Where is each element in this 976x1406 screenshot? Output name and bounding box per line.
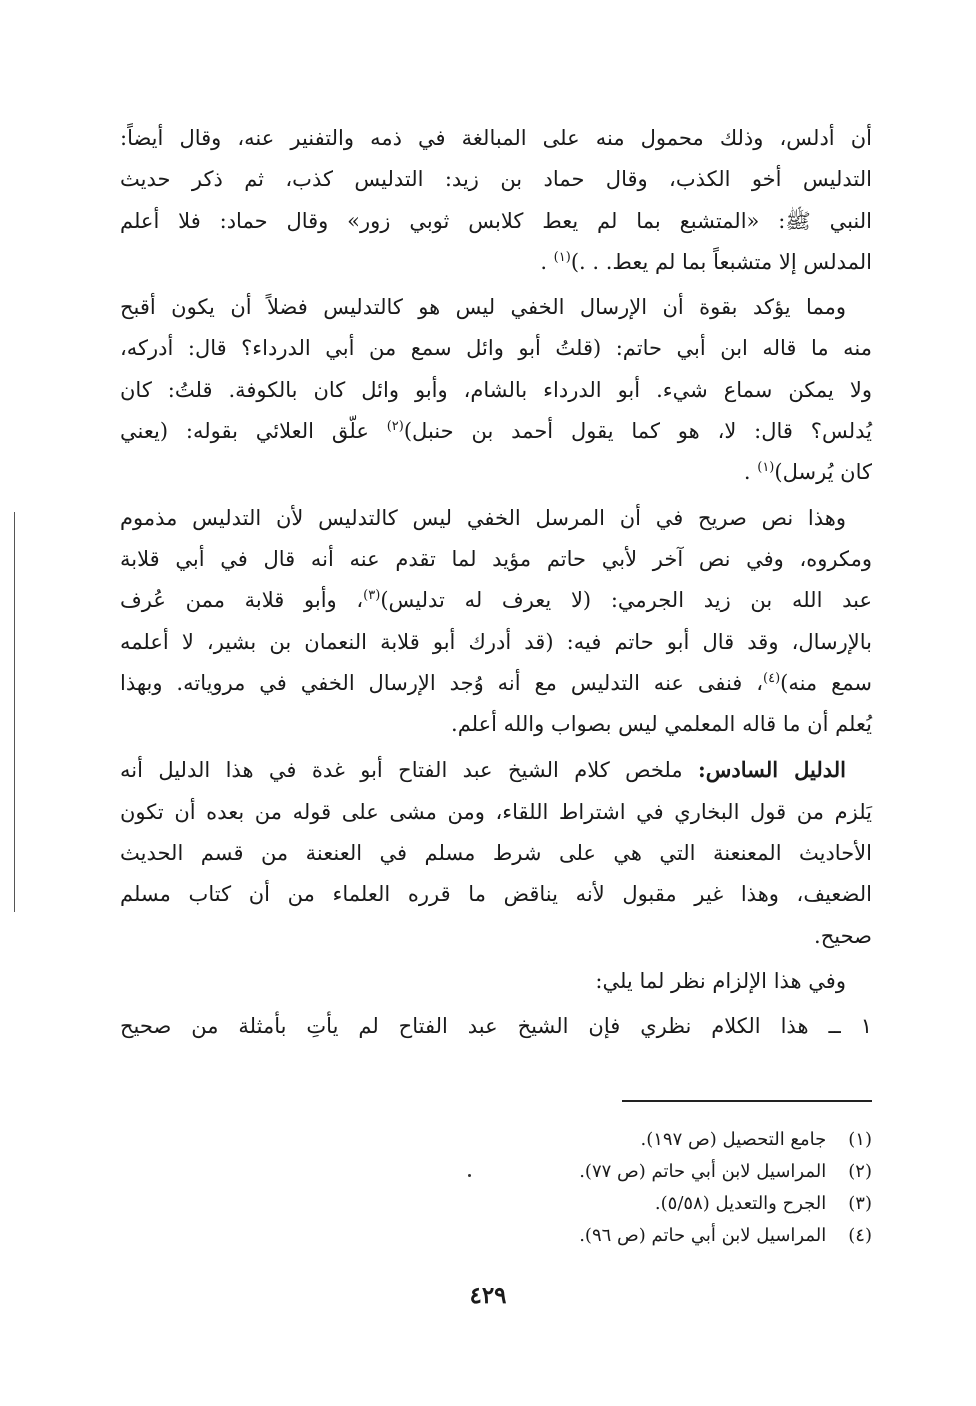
- main-text: [120, 118, 872, 1052]
- text-line: وفي هذا الإلزام نظر لما يلي:: [595, 968, 846, 993]
- footnote-number: (٤): [848, 1225, 872, 1246]
- text-line: [120, 411, 872, 452]
- paragraph-5: [120, 961, 872, 1002]
- footnote-item: [352, 1156, 872, 1188]
- text-segment: علّق العلائي بقوله: (يعني: [120, 419, 387, 444]
- text-segment: كان يُرسل): [774, 460, 872, 485]
- text-line: صحيح.: [814, 923, 872, 948]
- text-segment: ملخص كلام الشيخ عبد الفتاح أبو غدة في هذا الدليل أنه: [120, 758, 698, 783]
- paragraph-1: [120, 118, 872, 283]
- footnote-item: [352, 1124, 872, 1156]
- text-line: ١ ــ هذا الكلام نظري فإن الشيخ عبد الفتاح لم يأتِ بأمثلة من صحيح: [120, 1014, 872, 1039]
- text-segment: ، وأبو قلابة ممن عُرف: [120, 588, 364, 613]
- footnote-ref-1[interactable]: (١): [757, 460, 775, 476]
- text-line: منه ما قاله ابن أبي حاتم: (قلتُ أبو وائل سمع من أبي الدرداء؟ قال: أدركه،: [120, 336, 872, 361]
- text-line: ولا يمكن سماع شيء. أبو الدرداء بالشام، وأبو وائل كان بالكوفة. قلتُ: كان: [120, 377, 872, 402]
- text-line: النبي ﷺ: «المتشبع بما لم يعط كلابس ثوبي زور» وقال حماد: فلا أعلم: [120, 208, 872, 233]
- footnote-number: (٣): [848, 1193, 872, 1214]
- paragraph-3: [120, 498, 872, 746]
- text-line: [120, 580, 872, 621]
- section-heading: الدليل السادس:: [697, 757, 847, 783]
- text-line: الضعيف، وهذا غير مقبول لأنه يناقض ما قرره العلماء من أن كتاب مسلم: [120, 882, 872, 907]
- text-segment: ، فنفى عنه التدليس مع أنه وُجد الإرسال الخفي في مروياته. وبهذا: [120, 670, 763, 695]
- footnote-text: الجرح والتعديل (٥/٥٨).: [654, 1193, 827, 1214]
- text-line: التدليس أخو الكذب، وقال حماد بن زيد: التدليس كذب، ثم ذكر حديث: [120, 167, 872, 192]
- footnote-ref-1[interactable]: (١): [553, 249, 571, 265]
- text-segment: .: [743, 460, 758, 485]
- footnote-text: المراسيل لابن أبي حاتم (ص ٩٦).: [579, 1225, 827, 1246]
- footnote-ref-2[interactable]: (٢): [386, 419, 404, 435]
- footnote-text: جامع التحصيل (ص ١٩٧).: [640, 1129, 827, 1150]
- footnote-item: [352, 1188, 872, 1220]
- footnote-separator: [622, 1100, 872, 1102]
- paragraph-6: [120, 1006, 872, 1047]
- text-line: أن أدلس، وذلك محمول منه على المبالغة في ذمه والتفنير عنه، وقال أيضاً:: [120, 126, 872, 150]
- footnote-text: المراسيل لابن أبي حاتم (ص ٧٧).: [579, 1161, 827, 1182]
- text-segment: المدلس إلا متشبعاً بما لم يعط. . .): [570, 249, 872, 274]
- text-line: ومكروه، وفي نص آخر لأبي حاتم مؤيد لما تقدم عنه أنه قال في أبي قلابة: [120, 546, 872, 571]
- footnote-ref-4[interactable]: (٤): [763, 670, 781, 686]
- text-segment: سمع منه): [780, 670, 872, 695]
- footnote-number: (٢): [848, 1161, 872, 1182]
- text-line: وهذا نص صريح في أن المرسل الخفي ليس كالتدليس لأن التدليس مذموم: [120, 505, 846, 530]
- text-line: [120, 452, 872, 493]
- text-line: ومما يؤكد بقوة أن الإرسال الخفي ليس هو كالتدليس فضلاً أن يكون أقبح: [120, 295, 846, 320]
- scan-speck: [468, 1174, 471, 1177]
- text-line: يُعلم أن ما قاله المعلمي ليس بصواب والله أعلم.: [451, 712, 872, 737]
- footnote-number: (١): [848, 1129, 872, 1150]
- text-line: [120, 242, 872, 283]
- text-line: [120, 663, 872, 704]
- text-segment: عبد الله بن زيد الجرمي: (لا يعرف له تدليس): [380, 588, 872, 613]
- text-line: يَلزم من قول البخاري في اشتراط اللقاء، ومن مشى على قوله من بعده أن تكون: [120, 799, 872, 824]
- paragraph-4: [120, 749, 872, 956]
- text-line: الأحاديث المعنعنة التي هي على شرط مسلم في العنعنة من قسم الحديث: [120, 841, 872, 866]
- text-segment: .: [540, 249, 554, 274]
- text-line: [120, 749, 872, 791]
- footnote-ref-3[interactable]: (٣): [363, 588, 381, 604]
- text-line: بالإرسال، وقد قال أبو حاتم فيه: (قد أدرك أبو قلابة النعمان بن بشير، لا أعلمه: [120, 629, 872, 654]
- page-number: ٤٢٩: [469, 1282, 507, 1309]
- text-segment: يُدلس؟ قال: لا، هو كما يقول أحمد بن حنبل): [403, 419, 872, 444]
- paragraph-2: [120, 287, 872, 493]
- footnote-item: [352, 1220, 872, 1252]
- scan-margin-line: [14, 512, 15, 912]
- footnotes: [352, 1124, 872, 1252]
